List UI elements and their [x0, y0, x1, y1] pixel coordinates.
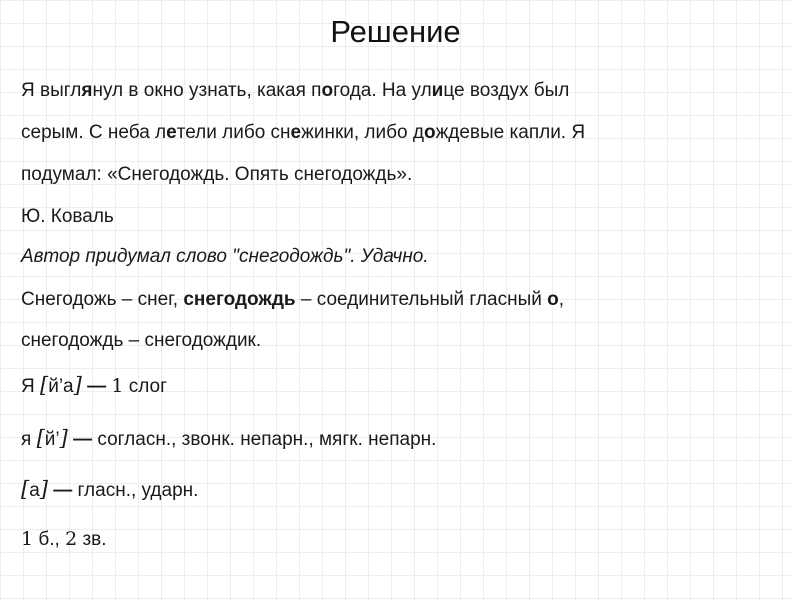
letters-sounds-line: 1 б., 2 зв. — [21, 528, 107, 550]
text-line-1: Я выглянул в окно узнать, какая погода. На улице воздух был — [21, 80, 570, 101]
text-line-7: снегодождь – снегодождик. — [21, 330, 262, 351]
text-line-3: подумал: «Снегодождь. Опять снегодождь». — [21, 164, 413, 185]
text-line-2: серым. С неба летели либо снежинки, либо дождевые капли. Я — [21, 122, 586, 143]
phonetic-line-2: [а] — гласн., ударн. — [21, 477, 199, 501]
page-title: Решение — [330, 14, 461, 49]
text-line-6: Снегодожь – снег, снегодождь – соединительный гласный о, — [21, 289, 565, 310]
syllable-line: Я [й’а] — 1 слог — [21, 373, 168, 397]
phonetic-line-1: я [й’] — согласн., звонк. непарн., мягк. непарн. — [21, 426, 437, 450]
author-line: Ю. Коваль — [21, 206, 114, 227]
comment-line: Автор придумал слово "снегодождь". Удачно. — [21, 246, 429, 267]
